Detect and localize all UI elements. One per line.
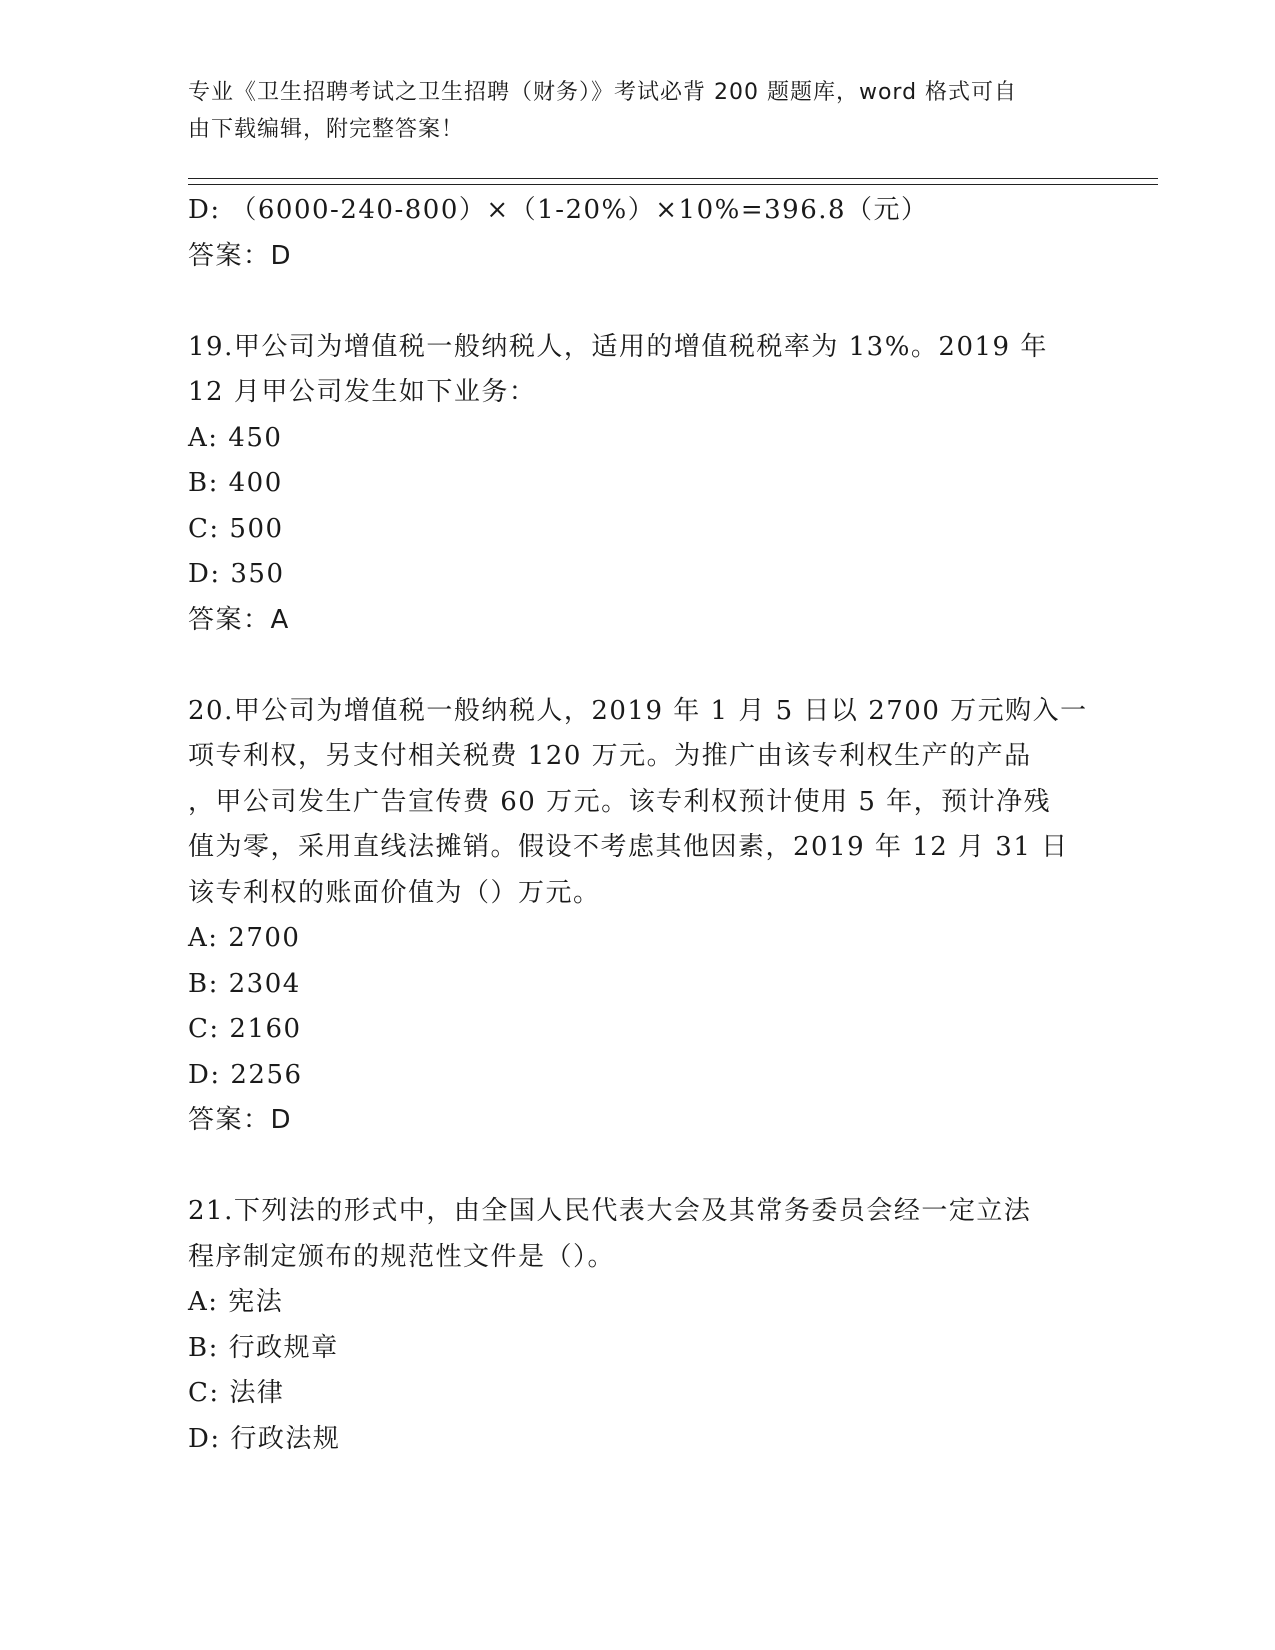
question-20-option-c: C: 2160 [188,1014,302,1044]
question-20-stem-line-2: 项专利权，另支付相关税费 120 万元。为推广由该专利权生产的产品 [188,741,1032,771]
question-21-option-a: A: 宪法 [188,1287,284,1317]
header-line-1: 专业《卫生招聘考试之卫生招聘（财务）》考试必背 200 题题库，word 格式可自 [188,80,1018,105]
question-20-option-b: B: 2304 [188,968,301,999]
question-20-option-a: A: 2700 [188,923,301,953]
question-19-option-b: B: 400 [188,468,283,498]
question-21-stem-line-2: 程序制定颁布的规范性文件是（）。 [188,1241,616,1272]
carryover-option-d: D: （6000-240-800）×（1-20%）×10%=396.8（元） [188,195,929,225]
question-list [188,188,1088,1462]
question-19-option-d: D: 350 [188,559,285,589]
question-20-answer: 答案：D [188,1105,293,1135]
question-19-option-a: A: 450 [188,422,283,453]
spacer [188,279,1088,325]
question-20-stem-line-3: ，甲公司发生广告宣传费 60 万元。该专利权预计使用 5 年，预计净残 [188,786,1052,817]
question-19-stem-line-2: 12 月甲公司发生如下业务： [188,377,537,407]
question-19-answer: 答案：A [188,604,290,635]
header-line-2: 由下载编辑，附完整答案！ [188,117,465,142]
question-21 [188,1189,1088,1462]
spacer [188,1144,1088,1190]
question-19-stem-line-1: 19.甲公司为增值税一般纳税人，适用的增值税税率为 13%。2019 年 [188,331,1048,362]
question-20-option-d: D: 2256 [188,1059,303,1090]
question-19-option-c: C: 500 [188,513,284,544]
question-21-option-d: D: 行政法规 [188,1423,341,1454]
question-20-stem-line-5: 该专利权的账面价值为（）万元。 [188,877,601,908]
question-20-stem-line-1: 20.甲公司为增值税一般纳税人，2019 年 1 月 5 日以 2700 万元购入一 [188,695,1088,726]
spacer [188,643,1088,689]
question-20 [188,689,1088,1144]
document-header [188,74,1078,148]
question-21-option-c: C: 法律 [188,1378,285,1408]
carryover-answer: 答案：D [188,240,293,271]
question-21-stem-line-1: 21.下列法的形式中，由全国人民代表大会及其常务委员会经一定立法 [188,1196,1032,1226]
question-21-option-b: B: 行政规章 [188,1332,339,1363]
question-20-stem-line-4: 值为零，采用直线法摊销。假设不考虑其他因素，2019 年 12 月 31 日 [188,832,1069,862]
question-19 [188,325,1088,644]
header-rule-top [188,178,1158,179]
header-rule-bottom [188,184,1158,185]
